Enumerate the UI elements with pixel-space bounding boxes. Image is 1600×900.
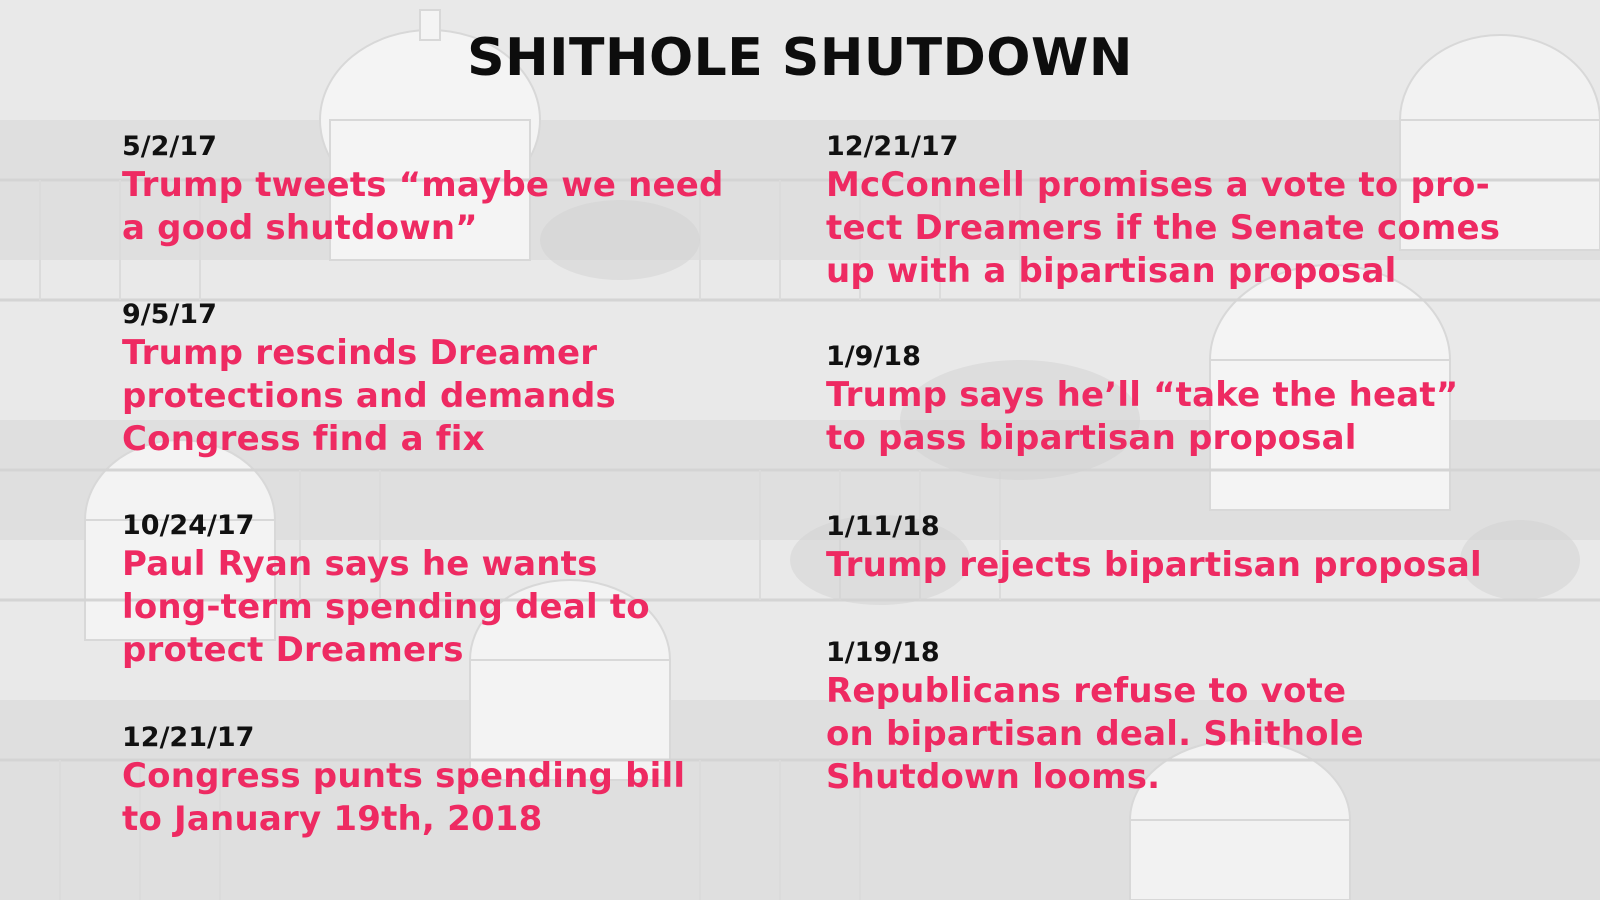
entry-event: Congress punts spending bill to January 19th, 2018 [122, 756, 686, 839]
entry-event: Trump tweets “maybe we need a good shutdown” [122, 165, 724, 248]
timeline-entry [826, 636, 1526, 799]
entry-date: 9/5/17 [122, 299, 217, 330]
timeline-entry [122, 298, 742, 461]
entry-event: Paul Ryan says he wants long-term spending deal to protect Dreamers [122, 544, 650, 670]
entry-date: 1/11/18 [826, 511, 940, 542]
entry-event: Trump rejects bipartisan proposal [826, 545, 1482, 585]
entry-date: 12/21/17 [122, 722, 255, 753]
entry-date: 1/9/18 [826, 341, 921, 372]
timeline-entry [826, 130, 1526, 293]
entry-event: Republicans refuse to vote on bipartisan deal. Shithole Shutdown looms. [826, 671, 1364, 797]
timeline-entry [826, 510, 1526, 587]
timeline-entry [122, 721, 742, 841]
entry-date: 10/24/17 [122, 510, 255, 541]
entry-date: 5/2/17 [122, 131, 217, 162]
timeline-entry [122, 509, 742, 672]
entry-date: 1/19/18 [826, 637, 940, 668]
timeline-entry [122, 130, 742, 250]
entry-event: McConnell promises a vote to pro- tect Dreamers if the Senate comes up with a bipartisan proposal [826, 165, 1501, 291]
page-title: SHITHOLE SHUTDOWN [467, 28, 1133, 88]
entry-event: Trump rescinds Dreamer protections and demands Congress find a fix [122, 333, 616, 459]
timeline-entry [826, 340, 1526, 460]
entry-event: Trump says he’ll “take the heat” to pass bipartisan proposal [826, 375, 1459, 458]
entry-date: 12/21/17 [826, 131, 959, 162]
